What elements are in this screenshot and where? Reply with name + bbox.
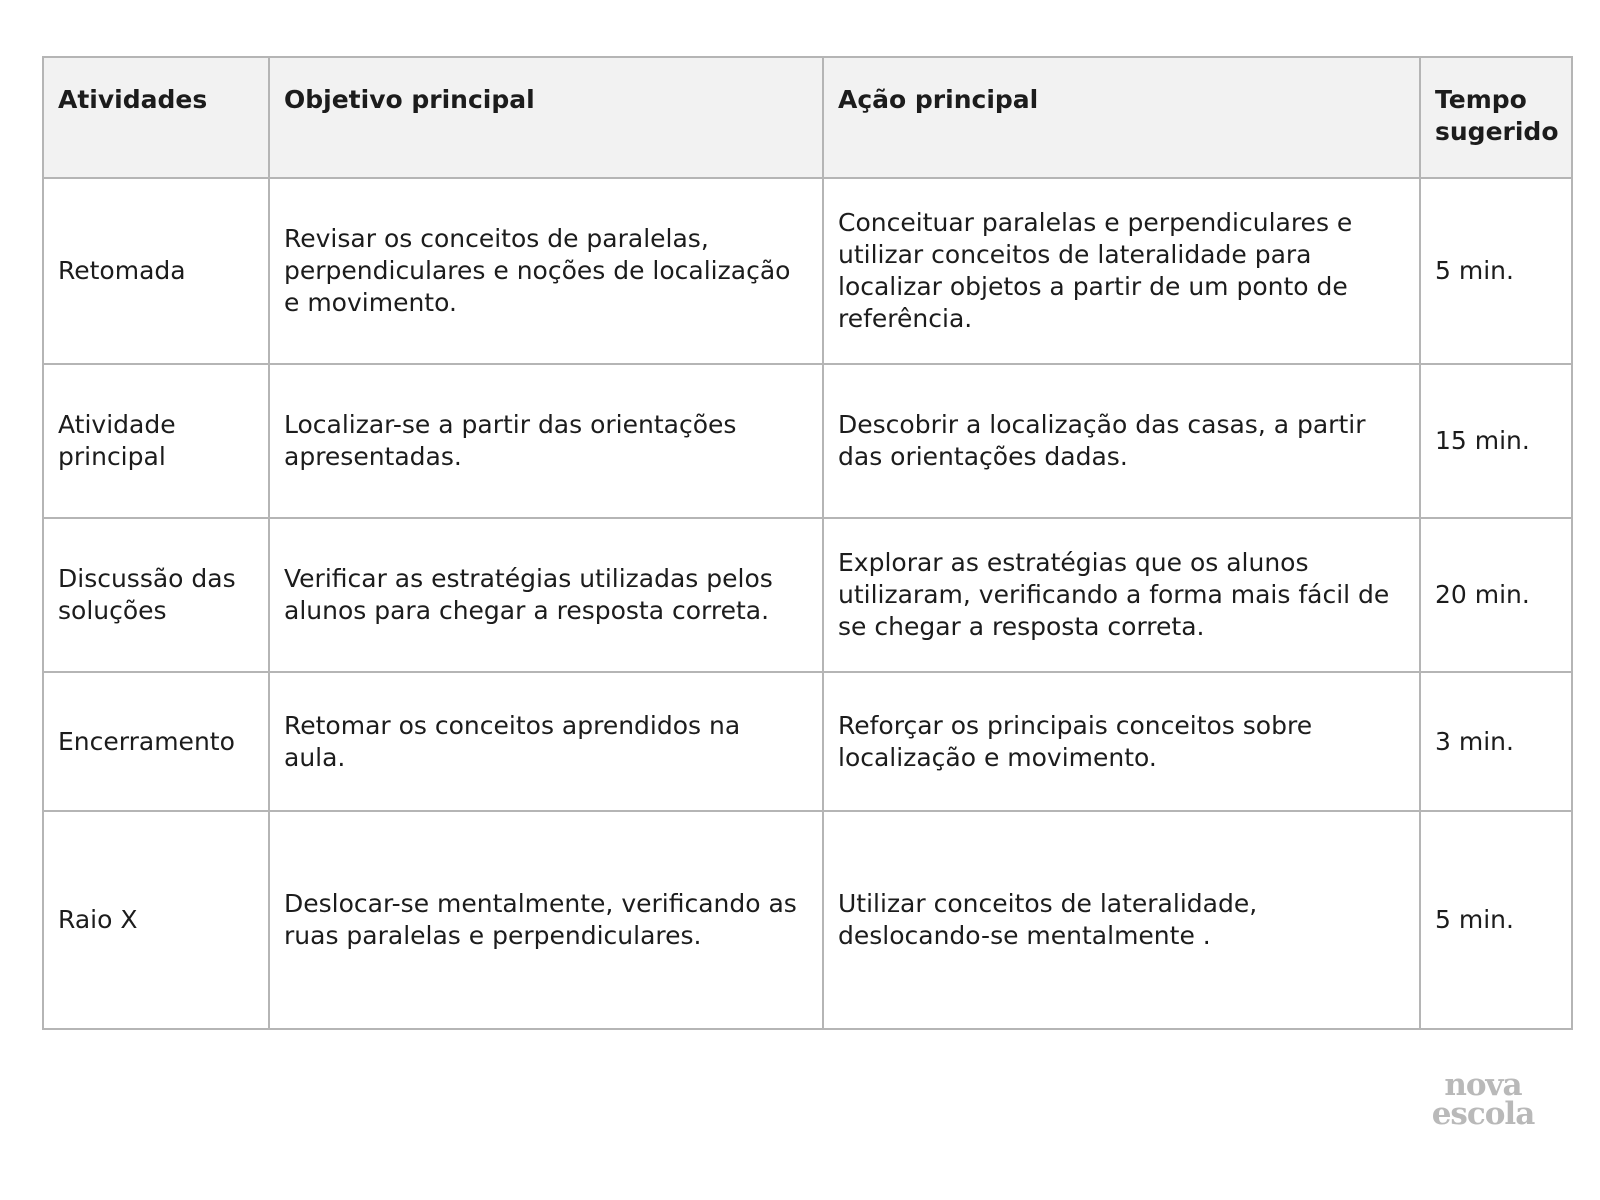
cell-atividade: Discussão das soluções bbox=[43, 518, 269, 672]
cell-objetivo: Verificar as estratégias utilizadas pelos alunos para chegar a resposta correta. bbox=[269, 518, 823, 672]
cell-tempo: 15 min. bbox=[1420, 364, 1572, 518]
header-row bbox=[43, 57, 1572, 178]
cell-tempo: 20 min. bbox=[1420, 518, 1572, 672]
table-row bbox=[43, 364, 1572, 518]
header-acao-principal: Ação principal bbox=[823, 57, 1420, 178]
cell-objetivo: Deslocar-se mentalmente, verificando as ruas paralelas e perpendiculares. bbox=[269, 811, 823, 1029]
logo-line-escola: escola bbox=[1431, 1096, 1535, 1132]
cell-atividade: Retomada bbox=[43, 178, 269, 364]
table-body bbox=[43, 178, 1572, 1029]
nova-escola-logo bbox=[1418, 1067, 1548, 1132]
cell-objetivo: Retomar os conceitos aprendidos na aula. bbox=[269, 672, 823, 811]
cell-objetivo: Localizar-se a partir das orientações apresentadas. bbox=[269, 364, 823, 518]
table-row bbox=[43, 518, 1572, 672]
lesson-plan-table bbox=[42, 56, 1573, 1030]
cell-tempo: 5 min. bbox=[1420, 178, 1572, 364]
logo-line-nova: nova bbox=[1444, 1067, 1522, 1103]
cell-tempo: 3 min. bbox=[1420, 672, 1572, 811]
header-tempo-sugerido: Tempo sugerido bbox=[1420, 57, 1572, 178]
cell-acao: Descobrir a localização das casas, a partir das orientações dadas. bbox=[823, 364, 1420, 518]
cell-atividade: Encerramento bbox=[43, 672, 269, 811]
table-row bbox=[43, 811, 1572, 1029]
cell-acao: Conceituar paralelas e perpendiculares e utilizar conceitos de lateralidade para localizar objetos a partir de um ponto de referência. bbox=[823, 178, 1420, 364]
cell-acao: Explorar as estratégias que os alunos utilizaram, verificando a forma mais fácil de se chegar a resposta correta. bbox=[823, 518, 1420, 672]
cell-acao: Reforçar os principais conceitos sobre localização e movimento. bbox=[823, 672, 1420, 811]
cell-objetivo: Revisar os conceitos de paralelas, perpendiculares e noções de localização e movimento. bbox=[269, 178, 823, 364]
cell-tempo: 5 min. bbox=[1420, 811, 1572, 1029]
header-atividades: Atividades bbox=[43, 57, 269, 178]
header-objetivo-principal: Objetivo principal bbox=[269, 57, 823, 178]
cell-atividade: Atividade principal bbox=[43, 364, 269, 518]
table-row bbox=[43, 178, 1572, 364]
table-header bbox=[43, 57, 1572, 178]
cell-atividade: Raio X bbox=[43, 811, 269, 1029]
cell-acao: Utilizar conceitos de lateralidade, deslocando-se mentalmente . bbox=[823, 811, 1420, 1029]
table-row bbox=[43, 672, 1572, 811]
